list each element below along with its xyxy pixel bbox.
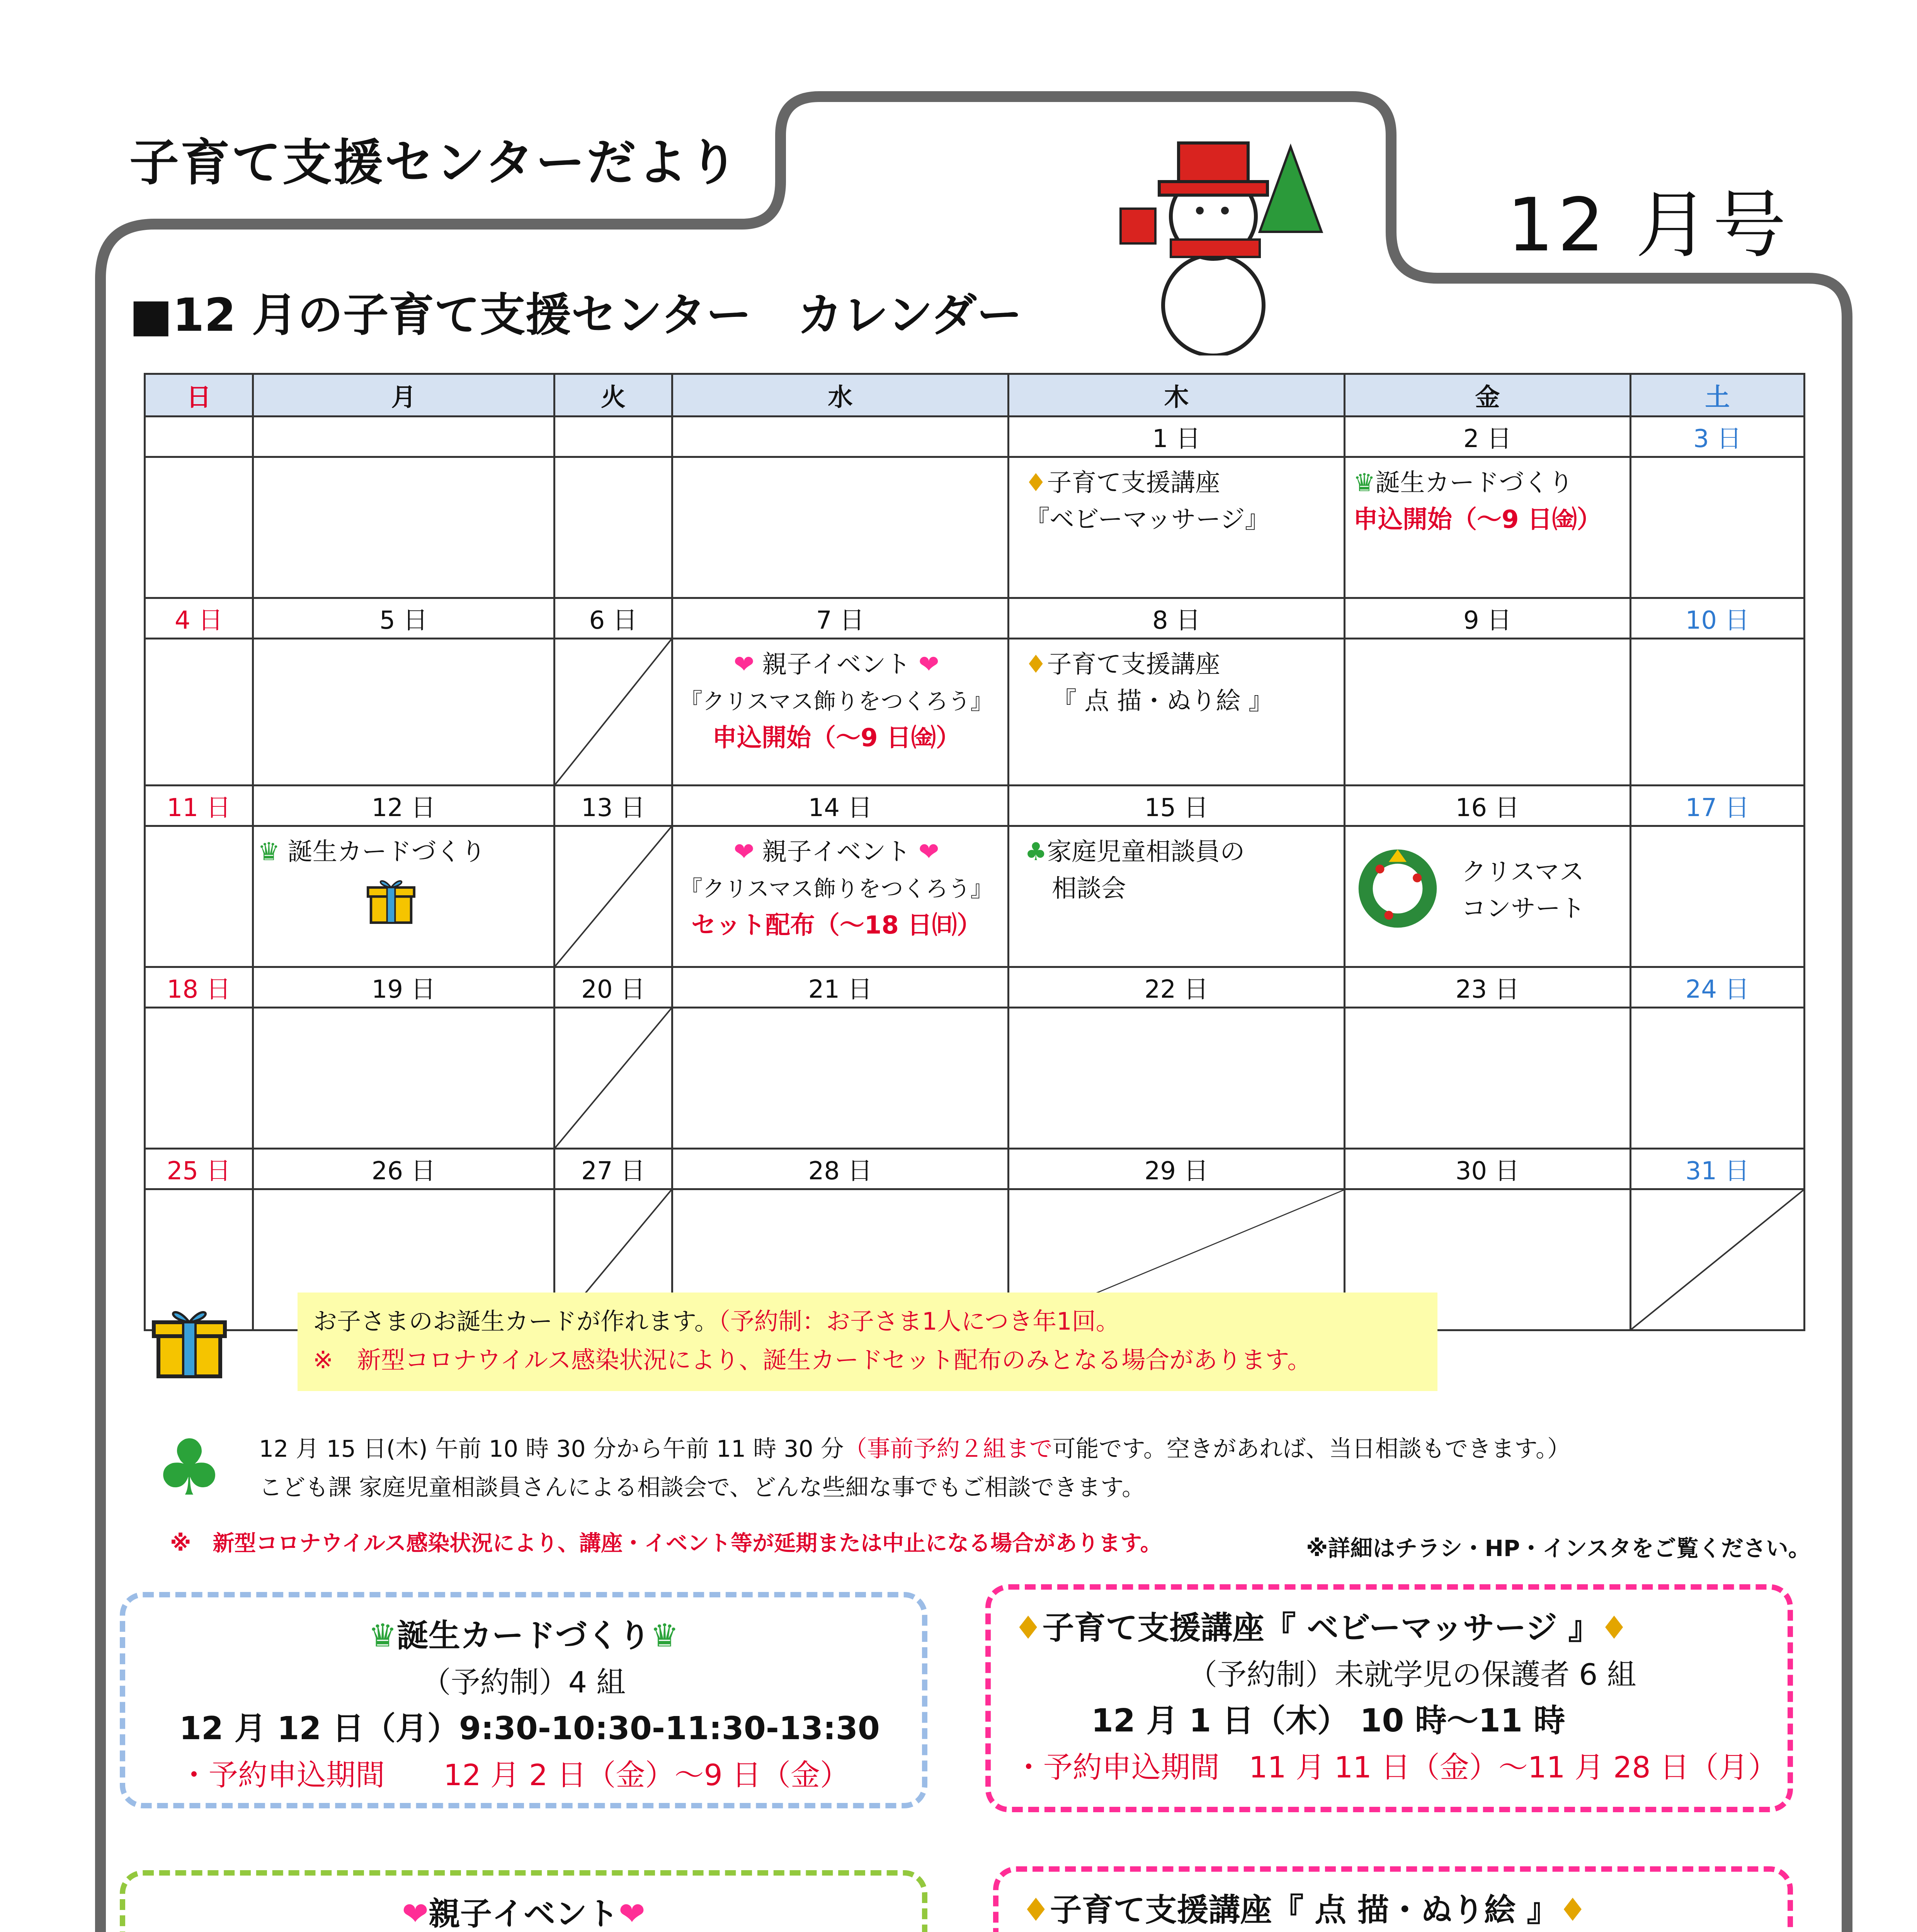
- date-cell: 11 日: [145, 786, 253, 826]
- diamond-icon: ♦: [1014, 1610, 1043, 1646]
- box-date: 12 月 1 日（木） 10 時～11 時: [1091, 1702, 1565, 1739]
- date-cell: [253, 417, 555, 457]
- box-title: 親子イベント: [428, 1896, 619, 1932]
- date-cell: [145, 417, 253, 457]
- closed-day-cell: [555, 1008, 672, 1149]
- date-cell: 12 日: [253, 786, 555, 826]
- date-cell: 26 日: [253, 1149, 555, 1189]
- box-date: 12 月 12 日（月）9:30-10:30-11:30-13:30: [179, 1710, 880, 1747]
- date-cell: 14 日: [672, 786, 1009, 826]
- date-cell: 15 日: [1009, 786, 1345, 826]
- day-cell: [1009, 639, 1345, 786]
- event-label: 子育て支援講座: [1047, 469, 1220, 497]
- heart-icon: ❤: [402, 1896, 429, 1932]
- box-line: （予約制）未就学児の保護者 6 組: [1188, 1657, 1636, 1692]
- date-cell: 20 日: [555, 967, 672, 1008]
- day-cell: [672, 457, 1009, 598]
- event-label: 子育て支援講座: [1047, 650, 1220, 679]
- gift-icon: [151, 1302, 228, 1379]
- date-cell: 13 日: [555, 786, 672, 826]
- heart-icon: ❤: [910, 838, 939, 866]
- note-text: 可能です。空きがあれば、当日相談もできます。）: [1052, 1435, 1571, 1463]
- note-text: お子さまのお誕生カードが作れます。: [313, 1307, 719, 1335]
- heart-icon: ❤: [733, 838, 762, 866]
- event-subtitle: 『クリスマス飾りをつくろう』: [680, 876, 993, 902]
- details-note: ※詳細はチラシ・HP・インスタをご覧ください。: [1306, 1535, 1811, 1561]
- note-highlight: （予約制：お子さま1人につき年1回。: [718, 1307, 1120, 1335]
- date-cell: 19 日: [253, 967, 555, 1008]
- birthday-card-note: [298, 1293, 1437, 1391]
- event-subtitle: 『クリスマス飾りをつくろう』: [680, 688, 993, 714]
- date-cell: 7 日: [672, 598, 1009, 639]
- clover-icon: ♣: [1025, 838, 1047, 866]
- event-subtitle: 相談会: [1052, 874, 1126, 903]
- date-cell: 17 日: [1631, 786, 1805, 826]
- event-subtitle: 『 点 描・ぬり絵 』: [1052, 687, 1274, 716]
- day-cell: [672, 1008, 1009, 1149]
- newsletter-title: 子育て支援センターだより: [129, 134, 740, 192]
- day-cell: [1631, 639, 1805, 786]
- date-cell: 30 日: [1345, 1149, 1631, 1189]
- baby-massage-box: [985, 1584, 1793, 1812]
- xmas-decoration-box: [120, 1870, 927, 1932]
- day-cell: [672, 639, 1009, 786]
- day-header-sun: 日: [145, 374, 253, 417]
- day-cell: [145, 826, 253, 967]
- event-label: 親子イベント: [762, 838, 911, 866]
- note-text: こども課 家庭児童相談員さんによる相談会で、どんな些細な事でもご相談できます。: [259, 1474, 1145, 1501]
- date-cell: 4 日: [145, 598, 253, 639]
- snowman-illustration: [1113, 124, 1329, 355]
- date-cell: 10 日: [1631, 598, 1805, 639]
- event-subtitle: コンサート: [1461, 895, 1585, 923]
- date-cell: 6 日: [555, 598, 672, 639]
- note-text: 12 月 15 日(木) 午前 10 時 30 分から午前 11 時 30 分: [259, 1435, 844, 1463]
- event-note: セット配布（～18 日㈰）: [691, 911, 982, 940]
- day-cell: [1009, 457, 1345, 598]
- date-cell: 5 日: [253, 598, 555, 639]
- covid-warning: ※ 新型コロナウイルス感染状況により、講座・イベント等が延期または中止になる場合があります。: [170, 1531, 1162, 1556]
- day-cell: [1631, 826, 1805, 967]
- date-cell: 31 日: [1631, 1149, 1805, 1189]
- day-header-thu: 木: [1009, 374, 1345, 417]
- diamond-icon: ♦: [1022, 1892, 1050, 1929]
- closed-day-cell: [555, 639, 672, 786]
- day-cell: [1345, 1008, 1631, 1149]
- day-cell: [1631, 1008, 1805, 1149]
- event-note: 申込開始（～9 日㈮）: [712, 724, 961, 752]
- day-header-sat: 土: [1631, 374, 1805, 417]
- day-header-mon: 月: [253, 374, 555, 417]
- note-highlight: （事前予約２組まで: [844, 1435, 1053, 1463]
- birthday-card-box: [120, 1592, 927, 1808]
- diamond-icon: ♦: [1025, 650, 1047, 679]
- day-cell: [1345, 639, 1631, 786]
- date-cell: 9 日: [1345, 598, 1631, 639]
- note-warning: ※ 新型コロナウイルス感染状況により、誕生カードセット配布のみとなる場合があります。: [313, 1346, 1311, 1374]
- heart-icon: ❤: [619, 1896, 645, 1932]
- event-label: クリスマス: [1461, 858, 1584, 886]
- date-cell: [672, 417, 1009, 457]
- box-period: ・予約申込期間 11 月 11 日（金）～11 月 28 日（月）: [1014, 1750, 1778, 1784]
- event-label: 親子イベント: [762, 650, 911, 679]
- closed-slash: [555, 827, 671, 966]
- closed-day-cell: [1631, 1189, 1805, 1330]
- art-class-box: [993, 1866, 1793, 1932]
- crown-icon: ♛: [258, 838, 288, 866]
- gift-icon: [366, 874, 416, 925]
- box-title: 子育て支援講座『 点 描・ぬり絵 』: [1050, 1892, 1559, 1929]
- date-cell: 8 日: [1009, 598, 1345, 639]
- day-header-tue: 火: [555, 374, 672, 417]
- day-cell: [145, 1008, 253, 1149]
- event-label: 誕生カードづくり: [287, 838, 486, 866]
- crown-icon: ♛: [368, 1617, 397, 1654]
- heart-icon: ❤: [910, 650, 939, 679]
- day-cell: [672, 826, 1009, 967]
- box-period: ・予約申込期間 12 月 2 日（金）～9 日（金）: [179, 1758, 850, 1792]
- date-cell: 1 日: [1009, 417, 1345, 457]
- day-cell: [1631, 457, 1805, 598]
- event-note: 申込開始（～9 日㈮）: [1353, 505, 1602, 534]
- day-cell: [1009, 1008, 1345, 1149]
- wreath-icon: [1353, 842, 1442, 931]
- consultation-note: [259, 1430, 1805, 1507]
- closed-slash: [1631, 1190, 1803, 1329]
- calendar-heading: ■12 月の子育て支援センター カレンダー: [129, 288, 1022, 342]
- day-header-wed: 水: [672, 374, 1009, 417]
- date-cell: 24 日: [1631, 967, 1805, 1008]
- day-cell: [1345, 457, 1631, 598]
- diamond-icon: ♦: [1600, 1610, 1628, 1646]
- box-line: （予約制）4 組: [421, 1665, 626, 1699]
- crown-icon: ♛: [1353, 469, 1376, 497]
- day-cell: [253, 639, 555, 786]
- date-cell: 18 日: [145, 967, 253, 1008]
- date-cell: 3 日: [1631, 417, 1805, 457]
- calendar-table: [144, 373, 1805, 1331]
- day-cell: [253, 457, 555, 598]
- date-cell: 27 日: [555, 1149, 672, 1189]
- day-cell: [1009, 826, 1345, 967]
- closed-day-cell: [555, 826, 672, 967]
- diamond-icon: ♦: [1558, 1892, 1587, 1929]
- event-label: 家庭児童相談員の: [1047, 838, 1245, 866]
- day-cell: [555, 457, 672, 598]
- diamond-icon: ♦: [1025, 469, 1047, 497]
- date-cell: [555, 417, 672, 457]
- day-cell: [1345, 826, 1631, 967]
- date-cell: 23 日: [1345, 967, 1631, 1008]
- day-cell: [253, 826, 555, 967]
- event-label: 誕生カードづくり: [1375, 469, 1573, 497]
- day-cell: [145, 457, 253, 598]
- day-cell: [145, 639, 253, 786]
- closed-slash: [555, 1009, 671, 1148]
- date-cell: 2 日: [1345, 417, 1631, 457]
- date-cell: 16 日: [1345, 786, 1631, 826]
- box-title: 子育て支援講座『 ベビーマッサージ 』: [1042, 1610, 1600, 1646]
- event-subtitle: 『ベビーマッサージ』: [1025, 505, 1270, 534]
- day-cell: [253, 1008, 555, 1149]
- date-cell: 21 日: [672, 967, 1009, 1008]
- closed-slash: [555, 639, 671, 784]
- box-title: 誕生カードづくり: [396, 1617, 650, 1654]
- heart-icon: ❤: [733, 650, 762, 679]
- issue-label: 12 月号: [1507, 182, 1790, 268]
- date-cell: 28 日: [672, 1149, 1009, 1189]
- date-cell: 22 日: [1009, 967, 1345, 1008]
- date-cell: 25 日: [145, 1149, 253, 1189]
- clover-icon: ♣: [155, 1423, 224, 1513]
- date-cell: 29 日: [1009, 1149, 1345, 1189]
- crown-icon: ♛: [650, 1617, 679, 1654]
- day-header-fri: 金: [1345, 374, 1631, 417]
